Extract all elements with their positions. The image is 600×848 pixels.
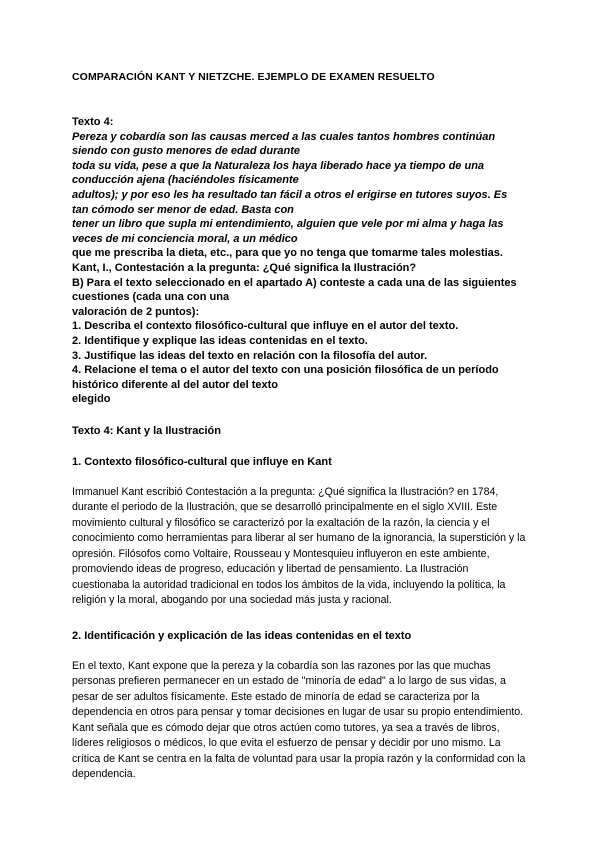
instruction-line: B) Para el texto seleccionado en el apartado A) conteste a cada una de las siguientes bbox=[72, 276, 517, 289]
quote-end-line: que me prescriba la dieta, etc., para que yo no tenga que tomarme tales molestias. bbox=[72, 247, 503, 260]
section-1-body: Immanuel Kant escribió Contestación a la pregunta: ¿Qué significa la Ilustración? en 1784, durante el periodo de la Ilustración, que se desarrolló principalmente en el siglo XVIII. Este movimiento cultural y filosófico se caracterizó por la exaltación de la razón, la ciencia y el conocimiento como herramientas para liberar al ser humano de la ignorancia, la superstición y la opresión. Filósofos como Voltaire, Rousseau y Montesquieu influyeron en este ambiente, promoviendo ideas de progreso, educación y libertad de pensamiento. La Ilustración cuestionaba la autoridad tradicional en todos los ámbitos de la vida, incluyendo la política, la religión y la moral, abogando por una sociedad más justa y racional. bbox=[72, 485, 526, 607]
question-item: 2. Identifique y explique las ideas contenidas en el texto. bbox=[72, 334, 368, 347]
quote-line: tener un libro que supla mi entendimiento, alguien que vele por mi alma y haga las bbox=[72, 218, 504, 231]
answer-heading: Texto 4: Kant y la Ilustración bbox=[72, 424, 221, 437]
exam-question-block bbox=[72, 115, 528, 407]
section-2-heading: 2. Identificación y explicación de las ideas contenidas en el texto bbox=[72, 629, 412, 642]
exam-text-label: Texto 4: bbox=[72, 116, 114, 128]
question-item: 4. Relacione el tema o el autor del texto con una posición filosófica de un período bbox=[72, 364, 499, 377]
section-2-body: En el texto, Kant expone que la pereza y la cobardía son las razones por las que muchas personas prefieren permanecer en un estado de "minoría de edad" a lo largo de sus vidas, a pesar de ser adultos físicamente. Este estado de minoría de edad se caracteriza por la dependencia en otros para pensar y tomar decisiones en lugar de usar su propio entendimiento. Kant señala que es cómodo dejar que otros actúen como tutores, ya sea a través de libros, líderes religiosos o médicos, lo que evita el esfuerzo de pensar y decidir por uno mismo. La crítica de Kant se centra en la falta de voluntad para usar la propia razón y la conformidad con la dependencia. bbox=[72, 659, 526, 781]
instruction-line: valoración de 2 puntos): bbox=[72, 305, 200, 318]
document-title: COMPARACIÓN KANT Y NIETZCHE. EJEMPLO DE EXAMEN RESUELTO bbox=[72, 71, 435, 83]
quote-line: adultos); y por eso les ha resultado tan fácil a otros el erigirse en tutores suyos. Es bbox=[72, 188, 508, 201]
quote-line: siendo con gusto menores de edad durante bbox=[72, 145, 300, 158]
instruction-line: cuestiones (cada una con una bbox=[72, 291, 230, 304]
quote-line: toda su vida, pese a que la Naturaleza los haya liberado hace ya tiempo de una bbox=[72, 159, 485, 172]
section-1-heading: 1. Contexto filosófico-cultural que influye en Kant bbox=[72, 455, 332, 468]
question-item: elegido bbox=[72, 393, 111, 406]
question-item: 3. Justifique las ideas del texto en relación con la filosofía del autor. bbox=[72, 349, 428, 362]
question-item: histórico diferente al del autor del texto bbox=[72, 378, 278, 391]
quote-line: Pereza y cobardía son las causas merced a las cuales tantos hombres continúan bbox=[72, 130, 496, 143]
question-item: 1. Describa el contexto filosófico-cultural que influye en el autor del texto. bbox=[72, 320, 459, 333]
quote-line: tan cómodo ser menor de edad. Basta con bbox=[72, 203, 294, 216]
quote-line: conducción ajena (haciéndoles físicamente bbox=[72, 174, 299, 187]
quote-line: veces de mi conciencia moral, a un médico bbox=[72, 232, 298, 245]
quote-source: Kant, I., Contestación a la pregunta: ¿Qué significa la Ilustración? bbox=[72, 261, 417, 274]
